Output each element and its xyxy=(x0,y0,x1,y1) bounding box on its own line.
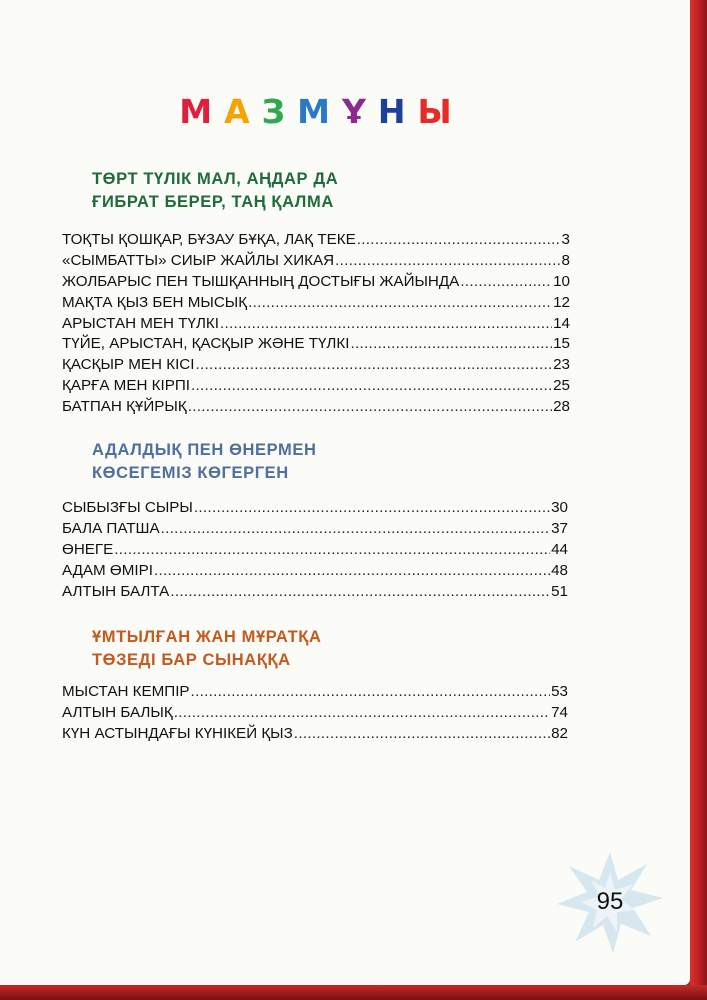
toc-entry-page: 23 xyxy=(553,356,570,374)
toc-entry-page: 28 xyxy=(553,398,570,416)
dot-leader xyxy=(357,231,561,248)
toc-entry xyxy=(62,377,570,398)
toc-entry-title: АДАМ ӨМІРІ xyxy=(62,561,153,579)
toc-entry xyxy=(62,499,568,520)
dot-leader xyxy=(460,273,552,290)
toc-entry-title: АЛТЫН БАЛЫҚ xyxy=(62,703,173,721)
toc-entry-page: 8 xyxy=(561,251,570,269)
toc-entry-title: АРЫСТАН МЕН ТҮЛКІ xyxy=(62,314,219,332)
dot-leader xyxy=(154,562,550,579)
toc-entry-title: ҚАСҚЫР МЕН КІСІ xyxy=(62,356,195,374)
toc-entry-page: 3 xyxy=(561,231,570,248)
red-page-edge-right xyxy=(690,0,707,1000)
dot-leader xyxy=(191,377,552,394)
toc-entry-title: МЫСТАН КЕМПІР xyxy=(62,683,190,700)
toc-entry-title: ӨНЕГЕ xyxy=(62,540,114,558)
toc-entry xyxy=(62,315,570,336)
dot-leader xyxy=(174,704,550,721)
toc-list xyxy=(62,683,568,746)
toc-entry xyxy=(62,562,568,583)
title-letter: М xyxy=(297,92,342,131)
title-letter: А xyxy=(224,92,262,131)
title-letter: Ы xyxy=(417,92,464,131)
toc-entry-title: СЫБЫЗҒЫ СЫРЫ xyxy=(62,499,193,516)
dot-leader xyxy=(191,683,551,700)
toc-entry xyxy=(62,335,570,356)
section-heading-line: ТӨЗЕДІ БАР СЫНАҚҚА xyxy=(92,651,291,669)
toc-entry-page: 53 xyxy=(551,683,568,700)
toc-entry-title: КҮН АСТЫНДАҒЫ КҮНІКЕЙ ҚЫЗ xyxy=(62,724,293,742)
toc-entry-page: 25 xyxy=(553,377,570,395)
dot-leader xyxy=(170,583,550,600)
toc-entry xyxy=(62,725,568,746)
dot-leader xyxy=(294,725,550,742)
toc-entry-page: 44 xyxy=(551,540,568,558)
title-letter: З xyxy=(261,92,298,131)
toc-entry-page: 51 xyxy=(551,582,568,600)
toc-entry-page: 14 xyxy=(553,314,570,332)
toc-entry xyxy=(62,583,568,604)
toc-entry-title: БАЛА ПАТША xyxy=(62,519,160,537)
dot-leader xyxy=(220,315,552,332)
toc-entry-page: 48 xyxy=(551,561,568,579)
toc-entry-page: 15 xyxy=(553,335,570,353)
title-letter: Ұ xyxy=(341,92,378,131)
toc-entry xyxy=(62,294,570,315)
toc-entry xyxy=(62,541,568,562)
toc-entry-title: ТҮЙЕ, АРЫСТАН, ҚАСҚЫР ЖӘНЕ ТҮЛКІ xyxy=(62,335,350,353)
section-heading xyxy=(92,626,321,672)
dot-leader xyxy=(195,356,552,373)
section-heading-line: КӨСЕГЕМІЗ КӨГЕРГЕН xyxy=(92,464,289,482)
dot-leader xyxy=(188,398,552,415)
toc-entry xyxy=(62,356,570,377)
toc-entry xyxy=(62,273,570,294)
toc-list xyxy=(62,231,570,419)
toc-entry-title: АЛТЫН БАЛТА xyxy=(62,582,170,600)
dot-leader xyxy=(161,520,550,537)
toc-entry xyxy=(62,231,570,252)
toc-entry-page: 10 xyxy=(553,272,570,290)
toc-entry xyxy=(62,520,568,541)
toc-entry-title: «СЫМБАТТЫ» СИЫР ЖАЙЛЫ ХИКАЯ xyxy=(62,251,335,269)
toc-entry-title: МАҚТА ҚЫЗ БЕН МЫСЫҚ xyxy=(62,293,248,311)
toc-entry-page: 37 xyxy=(551,519,568,537)
section-heading-line: ҒИБРАТ БЕРЕР, ТАҢ ҚАЛМА xyxy=(92,193,334,211)
toc-entry xyxy=(62,704,568,725)
toc-entry-page: 30 xyxy=(551,499,568,516)
title-letter: Н xyxy=(377,92,418,131)
section-heading xyxy=(92,439,317,485)
toc-entry-page: 74 xyxy=(551,703,568,721)
page-number: 95 xyxy=(596,888,624,915)
section-heading xyxy=(92,168,338,214)
dot-leader xyxy=(248,294,552,311)
toc-entry-title: ҚАРҒА МЕН КІРПІ xyxy=(62,377,190,395)
toc-entry xyxy=(62,398,570,419)
dot-leader xyxy=(114,541,550,558)
toc-entry-page: 82 xyxy=(551,724,568,742)
toc-list xyxy=(62,499,568,603)
toc-entry-page: 12 xyxy=(553,293,570,311)
red-page-edge-bottom xyxy=(0,985,707,1000)
toc-entry xyxy=(62,683,568,704)
toc-entry xyxy=(62,252,570,273)
page-title xyxy=(0,92,643,131)
toc-entry-title: БАТПАН ҚҰЙРЫҚ xyxy=(62,398,187,416)
section-heading-line: ҰМТЫЛҒАН ЖАН МҰРАТҚА xyxy=(92,628,322,646)
section-heading-line: АДАЛДЫҚ ПЕН ӨНЕРМЕН xyxy=(92,441,317,459)
title-letter: М xyxy=(179,92,225,131)
dot-leader xyxy=(350,335,552,352)
section-heading-line: ТӨРТ ТҮЛІК МАЛ, АҢДАР ДА xyxy=(92,170,339,188)
dot-leader xyxy=(335,252,560,269)
toc-entry-title: ЖОЛБАРЫС ПЕН ТЫШҚАННЫҢ ДОСТЫҒЫ ЖАЙЫНДА xyxy=(62,272,460,290)
toc-entry-title: ТОҚТЫ ҚОШҚАР, БҰЗАУ БҰҚА, ЛАҚ ТЕКЕ xyxy=(62,231,356,248)
dot-leader xyxy=(194,499,550,516)
